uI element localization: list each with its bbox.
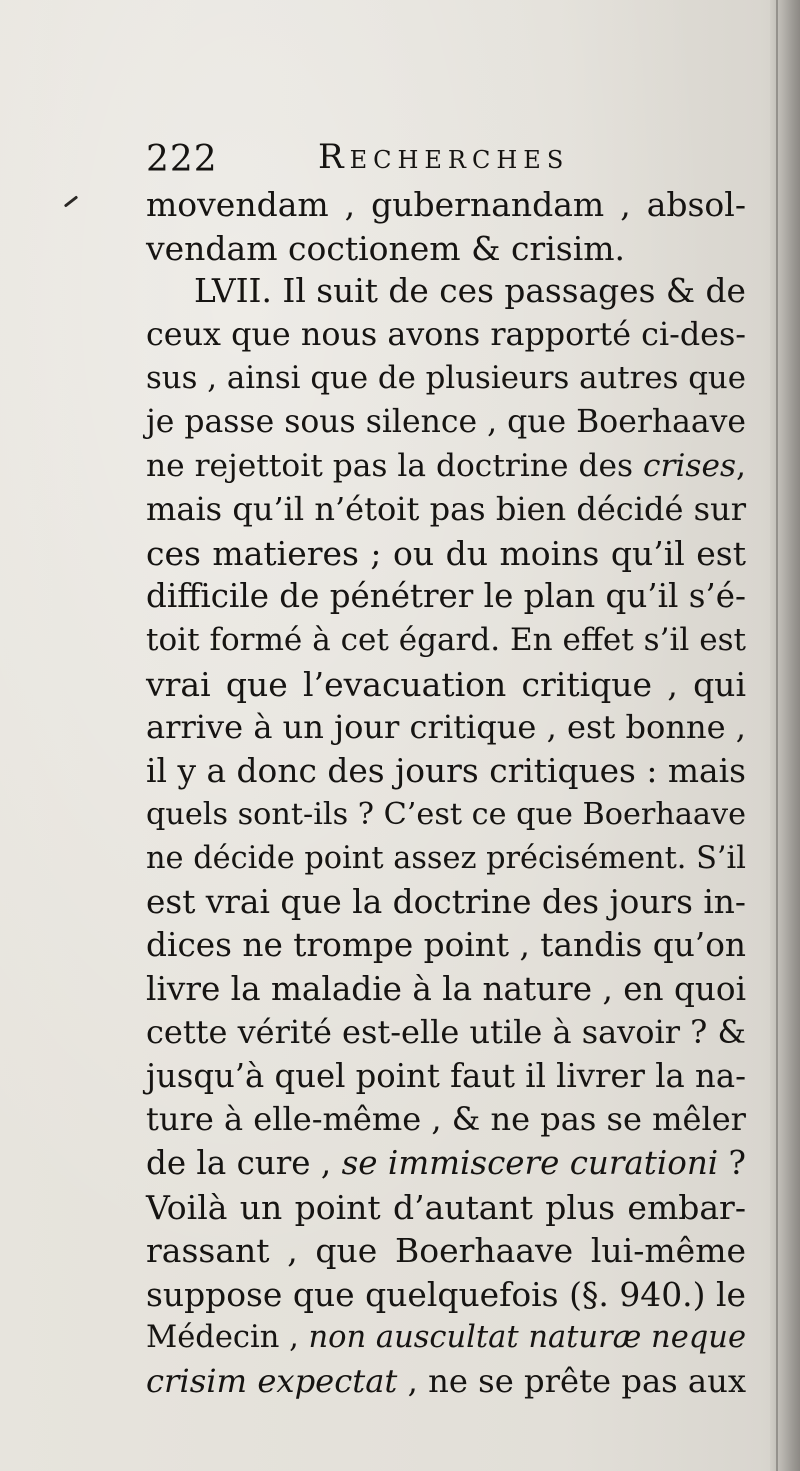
text-line bbox=[146, 357, 746, 401]
text-segment: ne rejettoit pas la doctrine des bbox=[146, 447, 643, 484]
text-line bbox=[146, 1011, 746, 1055]
text-segment: livre la maladie à la nature , en quoi bbox=[146, 969, 747, 1008]
text-segment: quels sont-ils ? C’est ce que Boerhaave bbox=[146, 797, 746, 833]
text-segment: toit formé à cet égard. En effet s’il est bbox=[146, 621, 746, 658]
text-segment: movendam , gubernandam , absol- bbox=[146, 185, 746, 224]
text-segment: LVII. Il suit de ces passages & de bbox=[194, 272, 746, 311]
text-line bbox=[146, 837, 746, 881]
text-line bbox=[146, 183, 746, 227]
page-edge-line bbox=[776, 0, 778, 1471]
text-segment: ne décide point assez précisément. S’il bbox=[146, 840, 746, 876]
page-gutter-shadow bbox=[770, 0, 800, 1471]
text-segment: rassant , que Boerhaave lui-même bbox=[146, 1231, 747, 1271]
page-header bbox=[146, 135, 626, 181]
text-line bbox=[146, 1142, 746, 1186]
text-line bbox=[146, 924, 746, 968]
italic-text-segment: crises bbox=[642, 447, 737, 484]
text-line bbox=[146, 750, 746, 794]
text-segment: il y a donc des jours critiques : mais bbox=[146, 751, 746, 790]
text-segment: je passe sous silence , que Boerhaave bbox=[146, 403, 747, 440]
text-line bbox=[146, 1186, 746, 1230]
text-line bbox=[146, 706, 746, 750]
text-line bbox=[146, 227, 746, 271]
text-segment: , ne se prête pas aux bbox=[397, 1362, 747, 1401]
text-segment: Voilà un point d’autant plus embar- bbox=[146, 1187, 746, 1227]
page-number: 222 bbox=[146, 139, 218, 180]
text-segment: ? bbox=[718, 1144, 746, 1183]
text-segment: ture à elle-même , & ne pas se mêler bbox=[146, 1100, 746, 1139]
text-line bbox=[146, 532, 746, 576]
text-segment: ces matieres ; ou du moins qu’il est bbox=[146, 533, 747, 573]
text-segment: mais qu’il n’étoit pas bien décidé sur bbox=[146, 490, 747, 529]
text-segment: est vrai que la doctrine des jours in- bbox=[146, 882, 746, 921]
text-line bbox=[146, 663, 746, 707]
text-line bbox=[146, 1055, 746, 1099]
text-segment: ceux que nous avons rapporté ci-des- bbox=[146, 316, 747, 353]
text-line bbox=[146, 619, 746, 663]
text-line bbox=[146, 401, 746, 445]
text-line bbox=[146, 881, 746, 925]
text-line bbox=[146, 575, 746, 619]
text-segment: dices ne trompe point , tandis qu’on bbox=[146, 926, 747, 965]
text-segment: suppose que quelquefois (§. 940.) le bbox=[146, 1274, 747, 1314]
text-segment: de la cure , bbox=[146, 1144, 342, 1183]
body-text bbox=[146, 183, 746, 1404]
text-line bbox=[146, 314, 746, 358]
italic-text-segment: crisim expectat bbox=[146, 1362, 398, 1401]
text-segment: vrai que l’evacuation critique , qui bbox=[146, 664, 746, 704]
text-segment: vendam coctionem & crisim. bbox=[146, 228, 626, 268]
text-line bbox=[146, 968, 746, 1012]
text-segment: Médecin , bbox=[146, 1320, 309, 1356]
margin-ink-mark bbox=[64, 195, 78, 207]
text-segment: cette vérité est-elle utile à savoir ? & bbox=[146, 1013, 746, 1052]
text-segment: , bbox=[736, 447, 746, 484]
italic-text-segment: non auscultat naturæ neque bbox=[308, 1320, 747, 1356]
text-line bbox=[146, 1360, 746, 1404]
text-segment: difficile de pénétrer le plan qu’il s’é- bbox=[146, 577, 746, 616]
text-line bbox=[146, 1316, 746, 1360]
text-segment: sus , ainsi que de plusieurs autres que bbox=[146, 360, 746, 397]
text-segment: arrive à un jour critique , est bonne , bbox=[146, 708, 746, 747]
text-line bbox=[146, 793, 746, 837]
text-line bbox=[146, 445, 746, 489]
text-line bbox=[146, 1229, 746, 1273]
text-line bbox=[146, 1098, 746, 1142]
text-line bbox=[146, 1273, 746, 1317]
running-head: Recherches bbox=[318, 137, 570, 177]
text-line bbox=[146, 270, 746, 314]
text-line bbox=[146, 488, 746, 532]
italic-text-segment: se immiscere curationi bbox=[341, 1144, 719, 1183]
text-segment: jusqu’à quel point faut il livrer la na- bbox=[146, 1056, 746, 1095]
